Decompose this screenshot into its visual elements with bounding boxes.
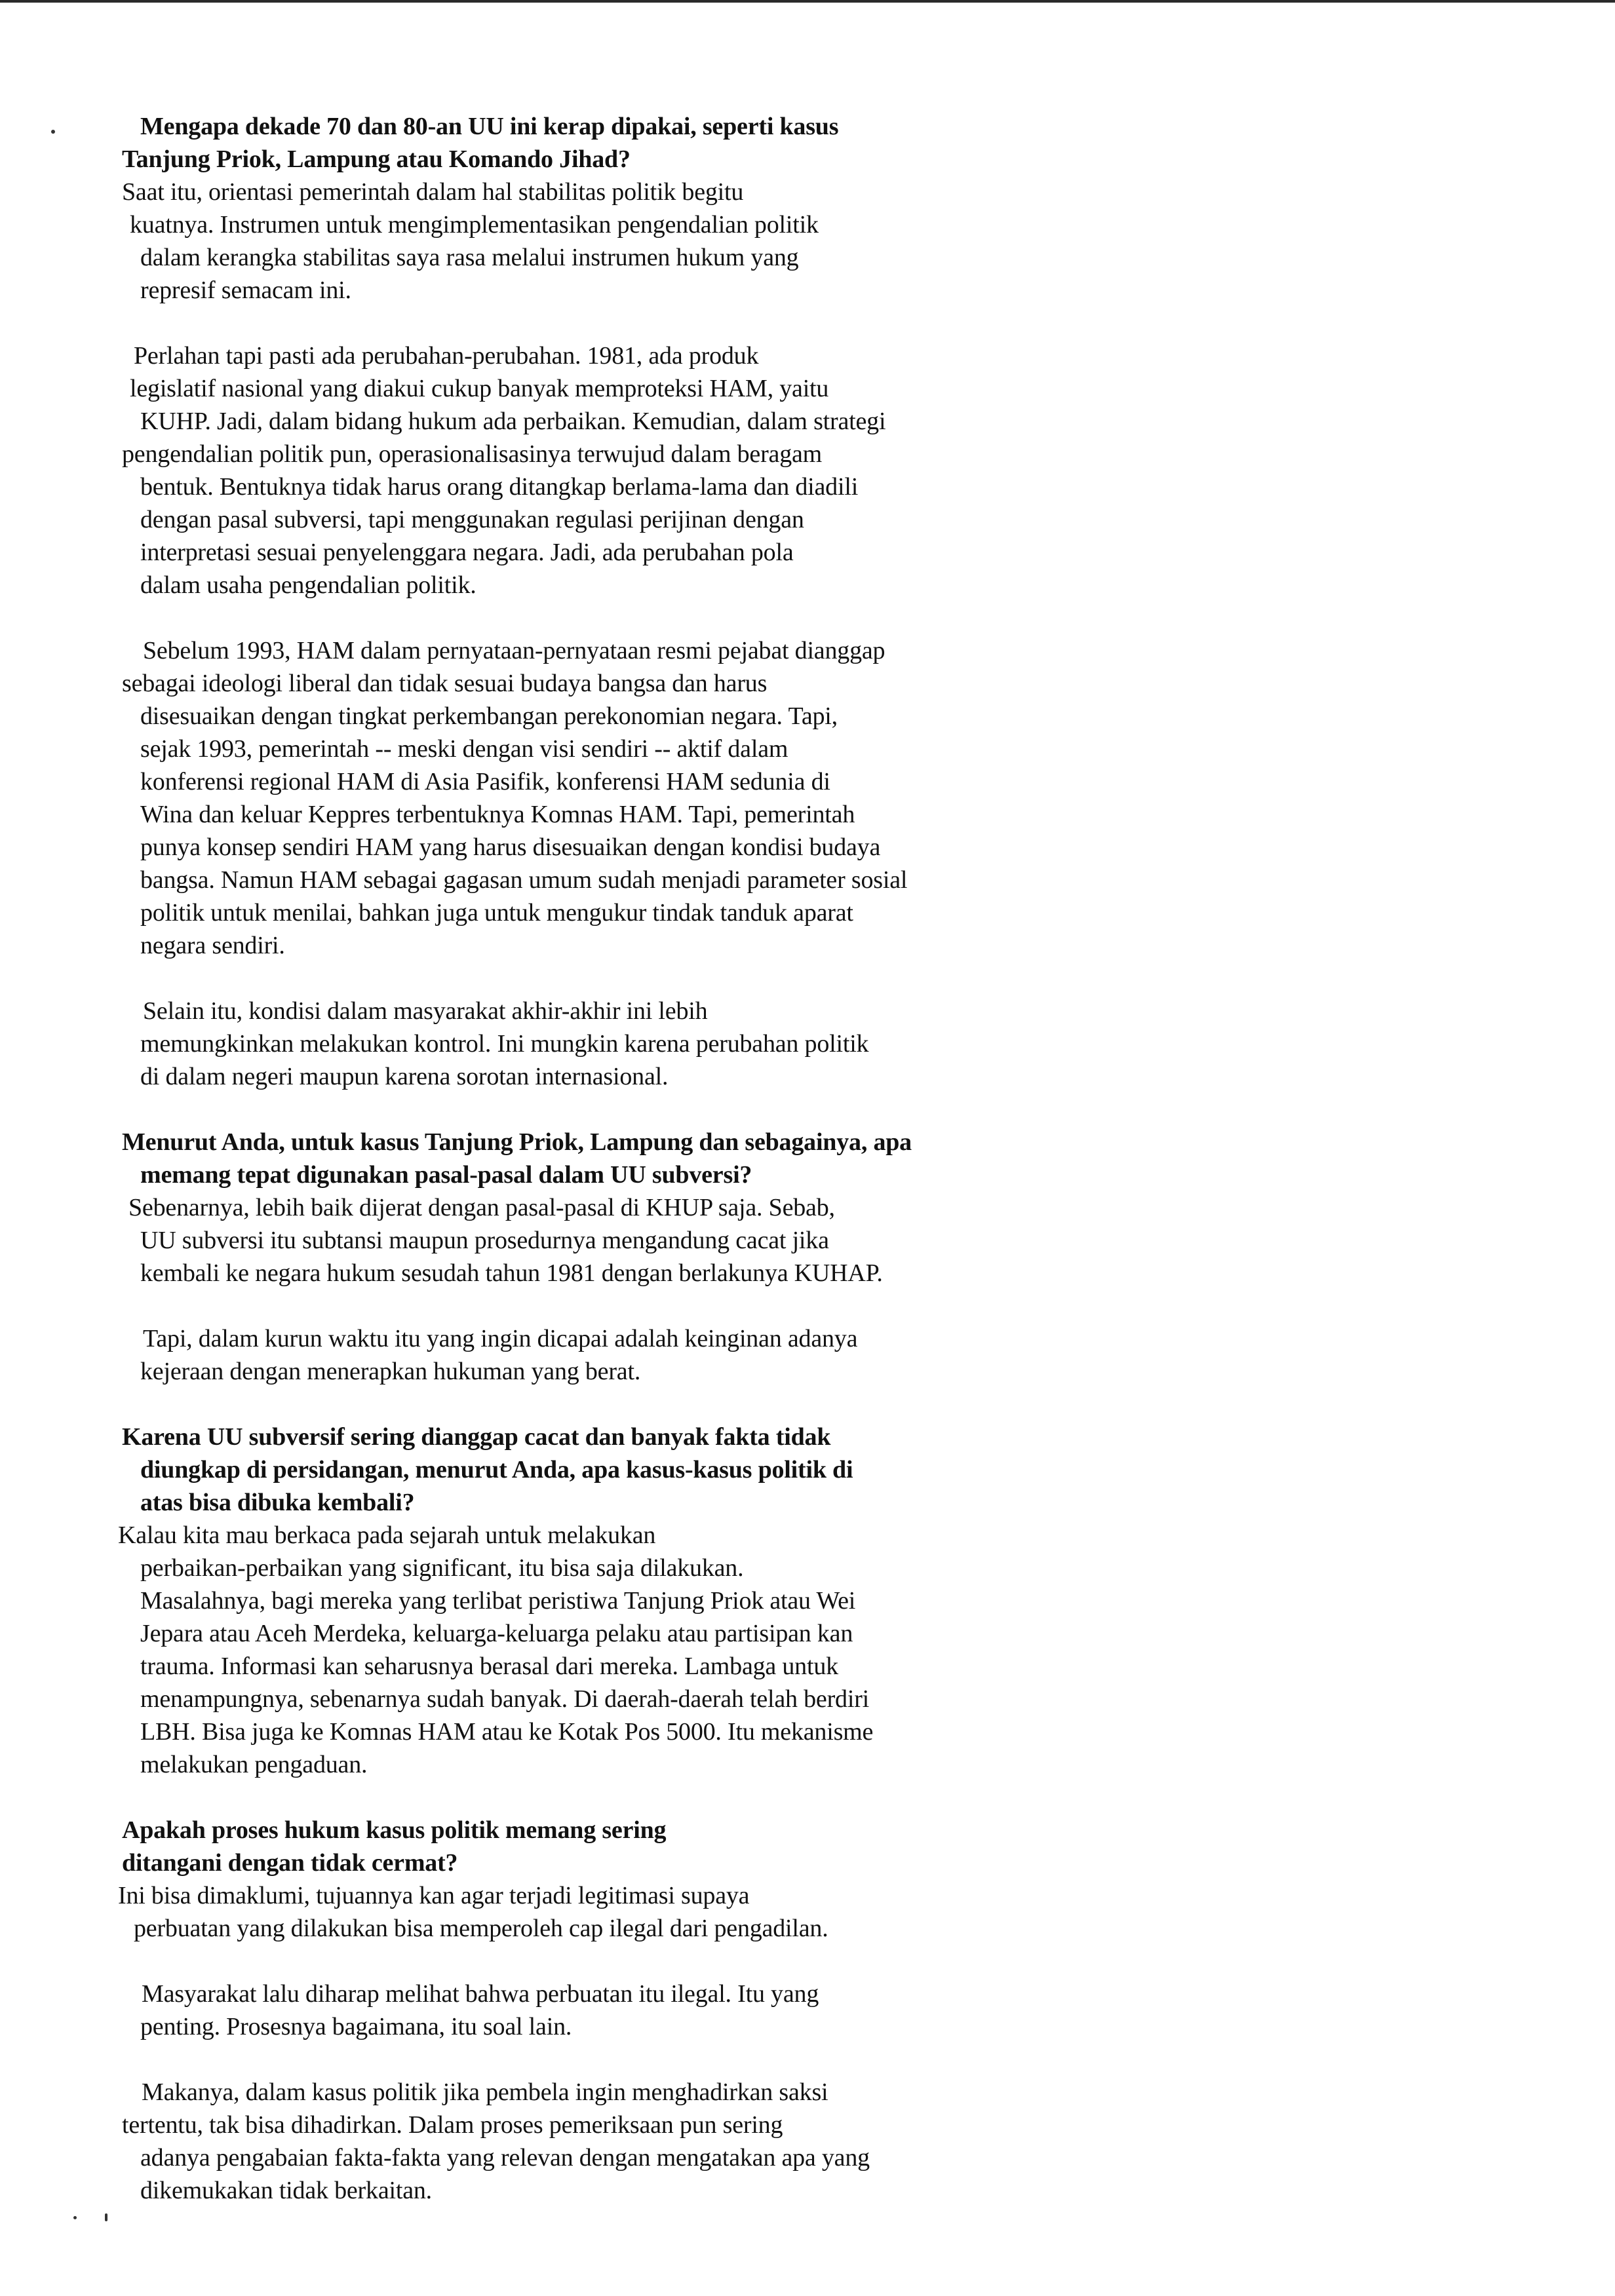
answer-line: KUHP. Jadi, dalam bidang hukum ada perbaikan. Kemudian, dalam strategi (140, 408, 886, 435)
answer-line: penting. Prosesnya bagaimana, itu soal lain. (140, 2013, 572, 2040)
answer-line: bangsa. Namun HAM sebagai gagasan umum sudah menjadi parameter sosial (140, 866, 908, 894)
question-line: Menurut Anda, untuk kasus Tanjung Priok, Lampung dan sebagainya, apa (122, 1128, 912, 1156)
answer-line: Selain itu, kondisi dalam masyarakat akhir-akhir ini lebih (143, 997, 708, 1025)
answer-line: interpretasi sesuai penyelenggara negara. Jadi, ada perubahan pola (140, 539, 794, 566)
answer-line: kuatnya. Instrumen untuk mengimplementasikan pengendalian politik (130, 211, 819, 239)
question-line: ditangani dengan tidak cermat? (122, 1849, 458, 1877)
answer-line: politik untuk menilai, bahkan juga untuk mengukur tindak tanduk aparat (140, 899, 853, 927)
answer-line: Wina dan keluar Keppres terbentuknya Komnas HAM. Tapi, pemerintah (140, 801, 855, 828)
answer-line: Sebenarnya, lebih baik dijerat dengan pasal-pasal di KHUP saja. Sebab, (128, 1194, 835, 1221)
question-line: Mengapa dekade 70 dan 80-an UU ini kerap dipakai, seperti kasus (140, 113, 839, 140)
answer-line: kembali ke negara hukum sesudah tahun 1981 dengan berlakunya KUHAP. (140, 1259, 883, 1287)
answer-line: dikemukakan tidak berkaitan. (140, 2177, 432, 2204)
answer-line: Saat itu, orientasi pemerintah dalam hal stabilitas politik begitu (122, 178, 744, 206)
answer-line: trauma. Informasi kan seharusnya berasal dari mereka. Lambaga untuk (140, 1653, 838, 1680)
answer-line: Tapi, dalam kurun waktu itu yang ingin dicapai adalah keinginan adanya (143, 1325, 858, 1352)
answer-line: konferensi regional HAM di Asia Pasifik, konferensi HAM sedunia di (140, 768, 830, 795)
answer-line: Jepara atau Aceh Merdeka, keluarga-keluarga pelaku atau partisipan kan (140, 1620, 853, 1647)
answer-line: melakukan pengaduan. (140, 1751, 368, 1778)
answer-line: perbaikan-perbaikan yang significant, itu bisa saja dilakukan. (140, 1554, 744, 1582)
answer-line: Makanya, dalam kasus politik jika pembela ingin menghadirkan saksi (142, 2078, 828, 2106)
answer-line: Kalau kita mau berkaca pada sejarah untuk melakukan (118, 1521, 656, 1549)
answer-line: dalam usaha pengendalian politik. (140, 571, 477, 599)
answer-line: Masyarakat lalu diharap melihat bahwa perbuatan itu ilegal. Itu yang (142, 1980, 819, 2008)
answer-line: pengendalian politik pun, operasionalisasinya terwujud dalam beragam (122, 440, 823, 468)
answer-line: Ini bisa dimaklumi, tujuannya kan agar terjadi legitimasi supaya (118, 1882, 750, 1909)
answer-line: menampungnya, sebenarnya sudah banyak. Di daerah-daerah telah berdiri (140, 1685, 870, 1713)
answer-line: negara sendiri. (140, 932, 285, 959)
answer-line: Masalahnya, bagi mereka yang terlibat peristiwa Tanjung Priok atau Wei (140, 1587, 856, 1615)
answer-line: sebagai ideologi liberal dan tidak sesuai budaya bangsa dan harus (122, 670, 768, 697)
answer-line: kejeraan dengan menerapkan hukuman yang berat. (140, 1358, 641, 1385)
question-line: diungkap di persidangan, menurut Anda, apa kasus-kasus politik di (140, 1456, 853, 1483)
answer-line: Sebelum 1993, HAM dalam pernyataan-pernyataan resmi pejabat dianggap (143, 637, 885, 664)
answer-line: punya konsep sendiri HAM yang harus disesuaikan dengan kondisi budaya (140, 833, 881, 861)
answer-line: legislatif nasional yang diakui cukup banyak memproteksi HAM, yaitu (130, 375, 829, 402)
answer-line: UU subversi itu subtansi maupun prosedurnya mengandung cacat jika (140, 1227, 829, 1254)
answer-line: LBH. Bisa juga ke Komnas HAM atau ke Kotak Pos 5000. Itu mekanisme (140, 1718, 874, 1746)
question-line: memang tepat digunakan pasal-pasal dalam UU subversi? (140, 1161, 752, 1189)
answer-line: represif semacam ini. (140, 277, 351, 304)
answer-line: dengan pasal subversi, tapi menggunakan regulasi perijinan dengan (140, 506, 804, 533)
answer-line: dalam kerangka stabilitas saya rasa melalui instrumen hukum yang (140, 244, 799, 271)
answer-line: disesuaikan dengan tingkat perkembangan perekonomian negara. Tapi, (140, 702, 838, 730)
answer-line: tertentu, tak bisa dihadirkan. Dalam proses pemeriksaan pun sering (122, 2111, 783, 2139)
question-line: atas bisa dibuka kembali? (140, 1489, 415, 1516)
answer-line: adanya pengabaian fakta-fakta yang relevan dengan mengatakan apa yang (140, 2144, 870, 2172)
question-line: Karena UU subversif sering dianggap cacat dan banyak fakta tidak (122, 1423, 831, 1451)
answer-line: sejak 1993, pemerintah -- meski dengan visi sendiri -- aktif dalam (140, 735, 788, 763)
answer-line: di dalam negeri maupun karena sorotan internasional. (140, 1063, 669, 1090)
answer-line: Perlahan tapi pasti ada perubahan-perubahan. 1981, ada produk (134, 342, 759, 370)
answer-line: perbuatan yang dilakukan bisa memperoleh cap ilegal dari pengadilan. (134, 1915, 828, 1942)
question-line: Tanjung Priok, Lampung atau Komando Jihad? (122, 145, 631, 173)
question-line: Apakah proses hukum kasus politik memang sering (122, 1816, 667, 1844)
answer-line: bentuk. Bentuknya tidak harus orang ditangkap berlama-lama dan diadili (140, 473, 859, 501)
answer-line: memungkinkan melakukan kontrol. Ini mungkin karena perubahan politik (140, 1030, 869, 1058)
